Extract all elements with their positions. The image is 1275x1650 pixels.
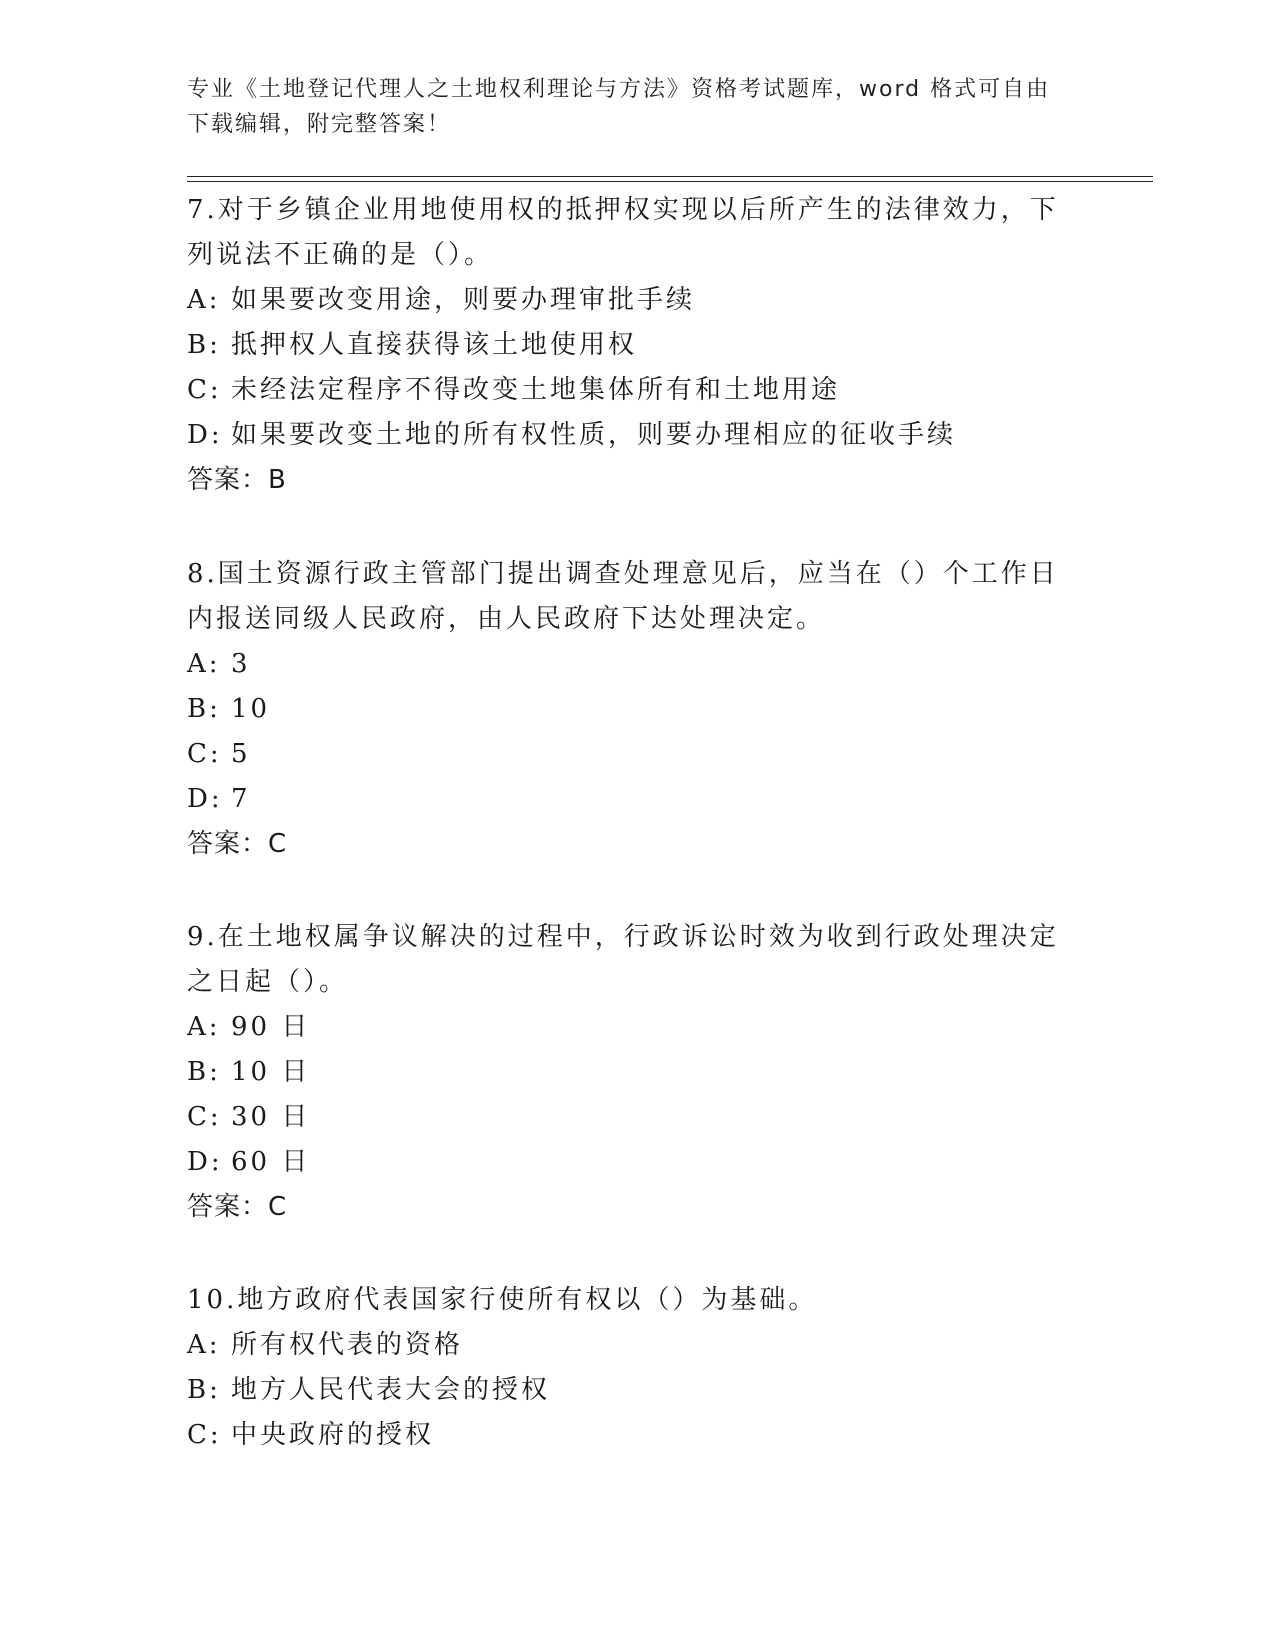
option-letter: A:: [187, 285, 221, 315]
option-letter: A:: [187, 1330, 221, 1360]
option-a: [187, 278, 1087, 323]
option-text: 90 日: [231, 1012, 311, 1042]
option-text: 中央政府的授权: [231, 1420, 435, 1450]
option-d: [187, 413, 1087, 458]
option-text: 3: [231, 649, 251, 679]
option-text: 地方人民代表大会的授权: [231, 1375, 551, 1405]
option-text: 如果要改变土地的所有权性质，则要办理相应的征收手续: [231, 420, 957, 450]
document-header: [187, 72, 1067, 142]
option-letter: C:: [187, 375, 222, 405]
option-text: 30 日: [231, 1102, 311, 1132]
option-a: [187, 1323, 1087, 1368]
option-text: 10 日: [231, 1057, 311, 1087]
option-letter: D:: [187, 784, 223, 814]
option-text: 10: [231, 694, 271, 724]
question-stem-line: 7.对于乡镇企业用地使用权的抵押权实现以后所产生的法律效力，下: [187, 195, 1059, 225]
option-text: 60 日: [231, 1147, 311, 1177]
question-stem-line: 列说法不正确的是（）。: [187, 240, 494, 270]
option-letter: C:: [187, 739, 222, 769]
option-letter: A:: [187, 1012, 221, 1042]
answer-line: 答案：B: [187, 465, 287, 495]
answer-line: 答案：C: [187, 1192, 288, 1222]
option-letter: B:: [187, 1057, 221, 1087]
question-stem-line: 内报送同级人民政府，由人民政府下达处理决定。: [187, 604, 826, 634]
header-divider-bottom: [187, 181, 1153, 182]
option-b: [187, 687, 1087, 732]
option-a: [187, 1005, 1087, 1050]
option-c: [187, 732, 1087, 777]
question-stem-line: 9.在土地权属争议解决的过程中，行政诉讼时效为收到行政处理决定: [187, 922, 1059, 952]
option-text: 所有权代表的资格: [231, 1330, 464, 1360]
question-9: [187, 915, 1087, 1230]
option-d: [187, 1140, 1087, 1185]
question-10: [187, 1278, 1087, 1458]
option-text: 抵押权人直接获得该土地使用权: [231, 330, 638, 360]
option-letter: D:: [187, 1147, 223, 1177]
question-7: [187, 188, 1087, 503]
option-text: 7: [231, 784, 251, 814]
question-stem-line: 之日起（）。: [187, 967, 349, 997]
option-letter: C:: [187, 1102, 222, 1132]
option-letter: B:: [187, 694, 221, 724]
option-letter: B:: [187, 1375, 221, 1405]
header-line-2: 下载编辑，附完整答案！: [187, 112, 452, 137]
option-a: [187, 642, 1087, 687]
option-b: [187, 1368, 1087, 1413]
option-letter: D:: [187, 420, 223, 450]
option-c: [187, 368, 1087, 413]
answer-line: 答案：C: [187, 829, 288, 859]
header-line-1: 专业《土地登记代理人之土地权利理论与方法》资格考试题库，word 格式可自由: [187, 77, 1051, 102]
option-c: [187, 1413, 1087, 1458]
option-d: [187, 777, 1087, 822]
option-b: [187, 1050, 1087, 1095]
option-c: [187, 1095, 1087, 1140]
question-8: [187, 552, 1087, 867]
option-letter: A:: [187, 649, 221, 679]
option-text: 未经法定程序不得改变土地集体所有和土地用途: [231, 375, 841, 405]
option-text: 如果要改变用途，则要办理审批手续: [231, 285, 696, 315]
question-stem-line: 10.地方政府代表国家行使所有权以（）为基础。: [187, 1285, 818, 1315]
header-divider-top: [187, 176, 1153, 177]
question-stem-line: 8.国土资源行政主管部门提出调查处理意见后，应当在（）个工作日: [187, 559, 1059, 589]
option-letter: C:: [187, 1420, 222, 1450]
option-text: 5: [231, 739, 251, 769]
option-b: [187, 323, 1087, 368]
option-letter: B:: [187, 330, 221, 360]
